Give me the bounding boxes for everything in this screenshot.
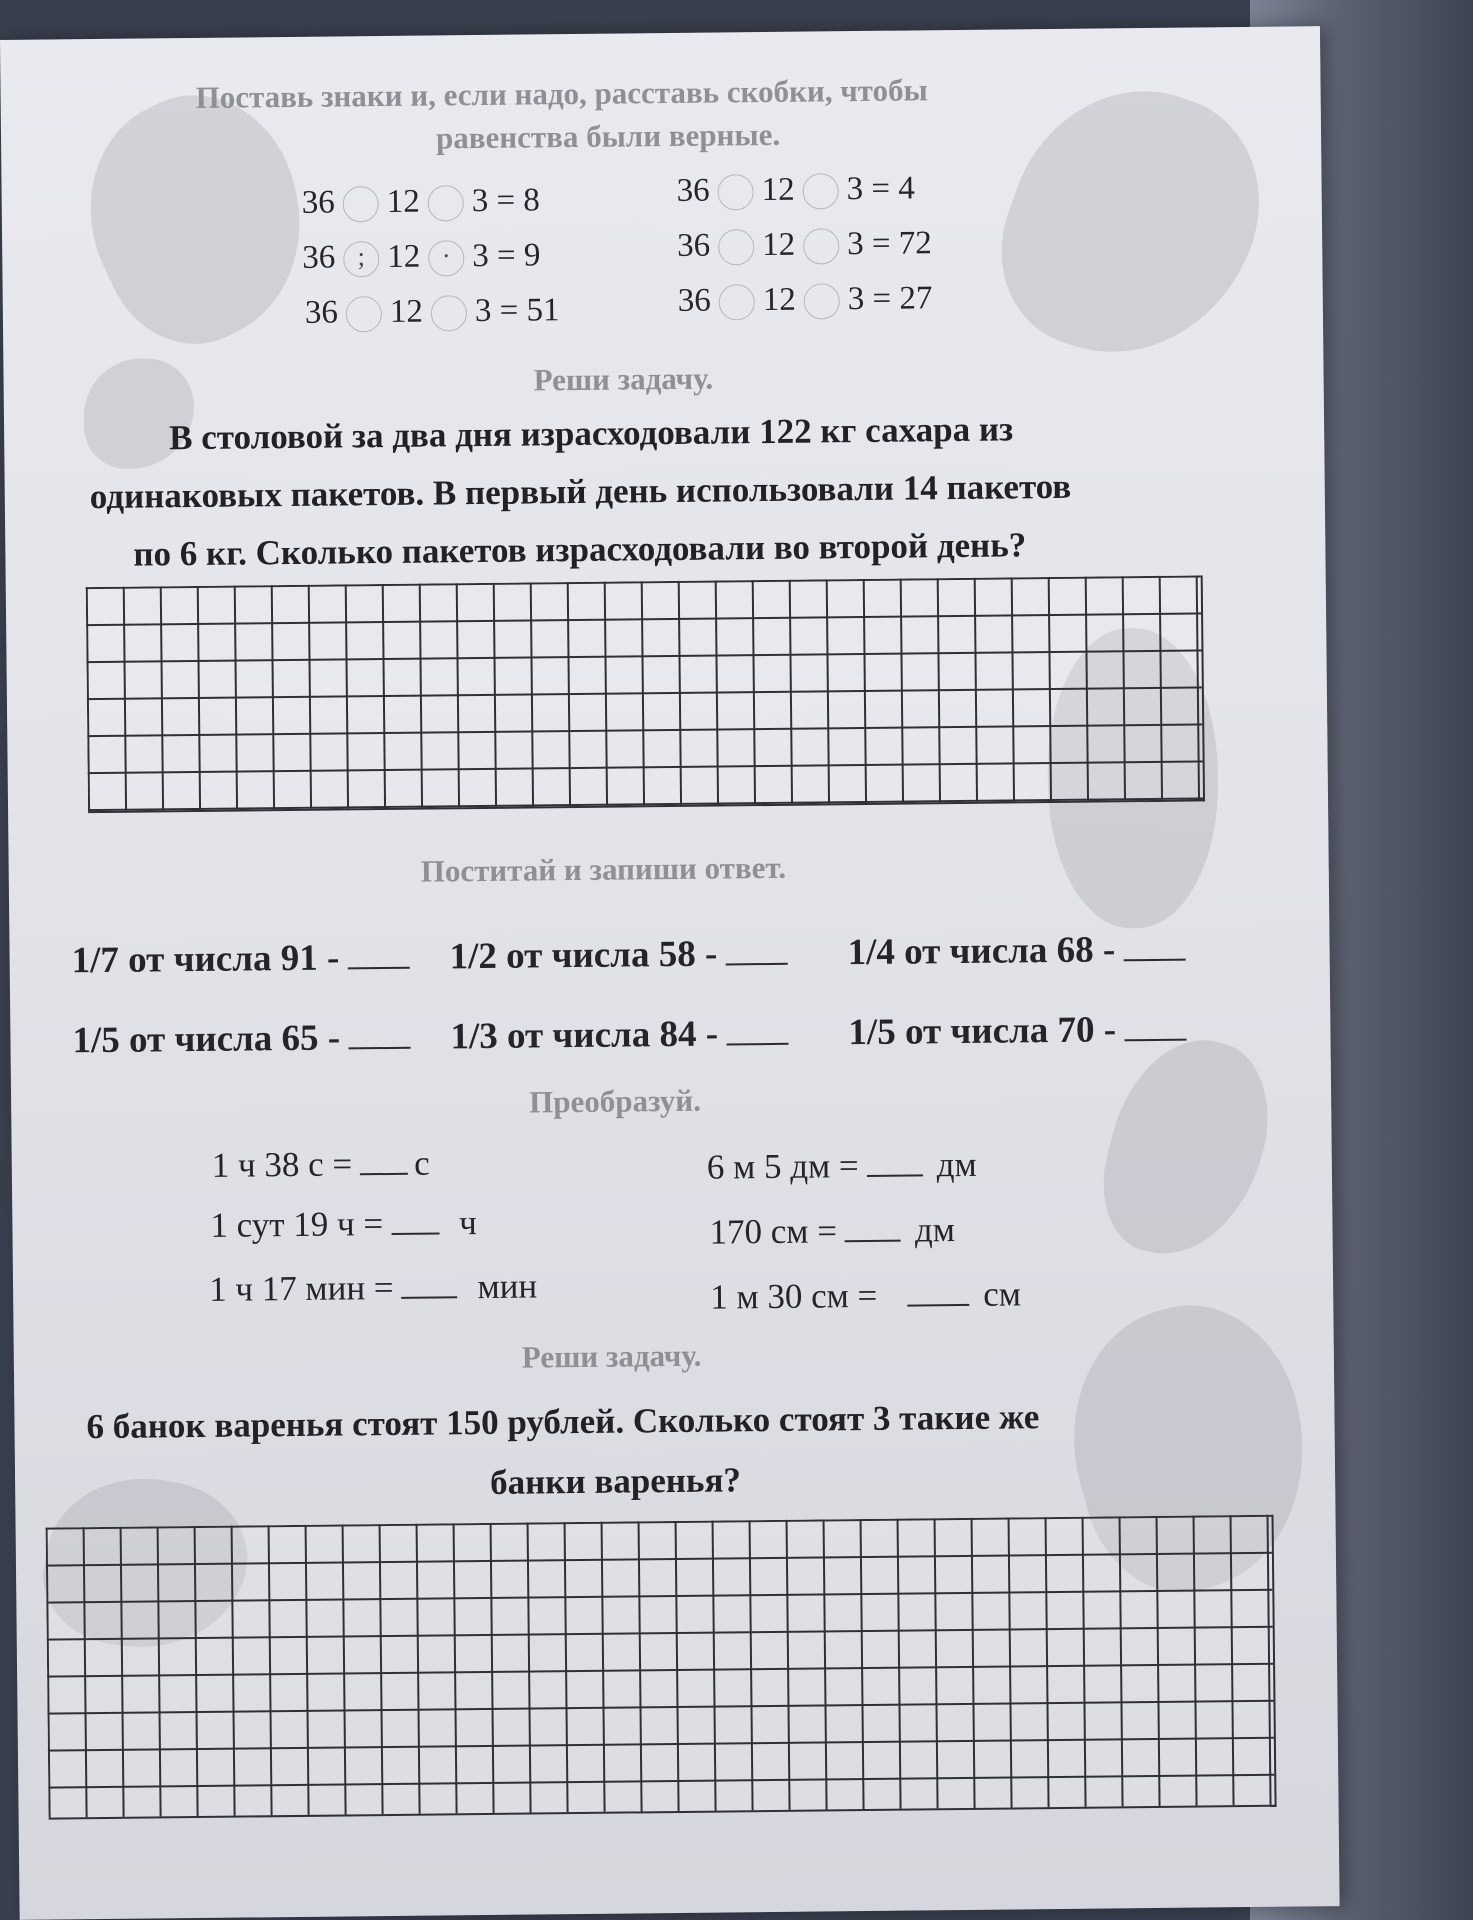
answer-circle[interactable] [717, 175, 753, 211]
answer-blank[interactable] [725, 963, 787, 966]
task1-heading-line2: равенства были верные. [435, 116, 781, 156]
task2-text-line1: В столовой за два дня израсходовали 122 кг сахара из [168, 409, 1014, 458]
answer-blank[interactable] [391, 1232, 439, 1235]
leaf-watermark-top-right [974, 56, 1290, 390]
task5-text-line1: 6 банок варенья стоят 150 рублей. Сколько стоят 3 такие же [86, 1397, 1040, 1447]
answer-blank[interactable] [726, 1043, 788, 1046]
task4-heading: Преобразуй. [528, 1082, 702, 1120]
answer-circle[interactable] [718, 230, 754, 266]
answer-circle[interactable] [804, 284, 840, 320]
answer-blank[interactable] [1123, 959, 1185, 962]
answer-circle[interactable] [719, 285, 755, 321]
task2-text-line2: одинаковых пакетов. В первый день использовали 14 пакетов [89, 466, 1072, 517]
equation-row: 36 12 3 = 72 [677, 225, 932, 264]
answer-circle[interactable] [802, 174, 838, 210]
task2-text-line3: по 6 кг. Сколько пакетов израсходовали во второй день? [133, 525, 1027, 574]
answer-blank[interactable] [845, 1240, 901, 1243]
worksheet-page [0, 26, 1340, 1920]
answer-circle[interactable]: ; [343, 241, 379, 277]
fraction-item: 1/5 от числа 65 - [72, 1016, 410, 1063]
task2-heading: Реши задачу. [533, 360, 714, 398]
task3-heading: Поститай и запиши ответ. [420, 849, 787, 889]
task5-heading: Реши задачу. [521, 1337, 702, 1375]
answer-blank[interactable] [907, 1304, 969, 1307]
fraction-item: 1/5 от числа 70 - [848, 1008, 1186, 1055]
answer-grid[interactable] [46, 1515, 1277, 1820]
conversion-item: 1 сут 19 ч = ч [210, 1203, 477, 1245]
task5-text-line2: банки варенья? [489, 1460, 742, 1502]
answer-blank[interactable] [867, 1174, 923, 1177]
equation-row: 36 12 3 = 27 [677, 280, 933, 319]
fraction-item: 1/4 от числа 68 - [847, 928, 1185, 975]
leaf-watermark-right-mid [1087, 1022, 1287, 1272]
conversion-item: 1 ч 17 мин = мин [208, 1266, 538, 1309]
answer-circle[interactable] [431, 296, 467, 332]
answer-circle[interactable]: · [428, 241, 464, 277]
answer-blank[interactable] [1124, 1039, 1186, 1042]
answer-circle[interactable] [346, 296, 382, 332]
answer-blank[interactable] [360, 1173, 408, 1176]
answer-blank[interactable] [347, 967, 409, 970]
answer-blank[interactable] [348, 1047, 410, 1050]
conversion-item: 1 ч 38 с = с [211, 1143, 430, 1185]
fraction-item: 1/2 от числа 58 - [449, 932, 787, 979]
answer-circle[interactable] [803, 229, 839, 265]
answer-circle[interactable] [428, 186, 464, 222]
equation-row: 36 12 3 = 8 [301, 182, 541, 221]
conversion-item: 170 см = дм [709, 1210, 956, 1252]
conversion-item: 1 м 30 см = см [709, 1274, 1022, 1317]
task1-heading-line1: Поставь знаки и, если надо, расставь скобки, чтобы [195, 72, 928, 115]
conversion-item: 6 м 5 дм = дм [706, 1144, 977, 1187]
equation-row: 36 12 3 = 51 [304, 292, 560, 331]
equation-row: 36 ; 12 · 3 = 9 [302, 237, 541, 276]
fraction-item: 1/3 от числа 84 - [450, 1012, 788, 1059]
answer-circle[interactable] [343, 186, 379, 222]
fraction-item: 1/7 от числа 91 - [71, 936, 409, 983]
answer-blank[interactable] [402, 1296, 458, 1299]
answer-grid[interactable] [86, 575, 1205, 813]
equation-row: 36 12 3 = 4 [676, 170, 915, 209]
